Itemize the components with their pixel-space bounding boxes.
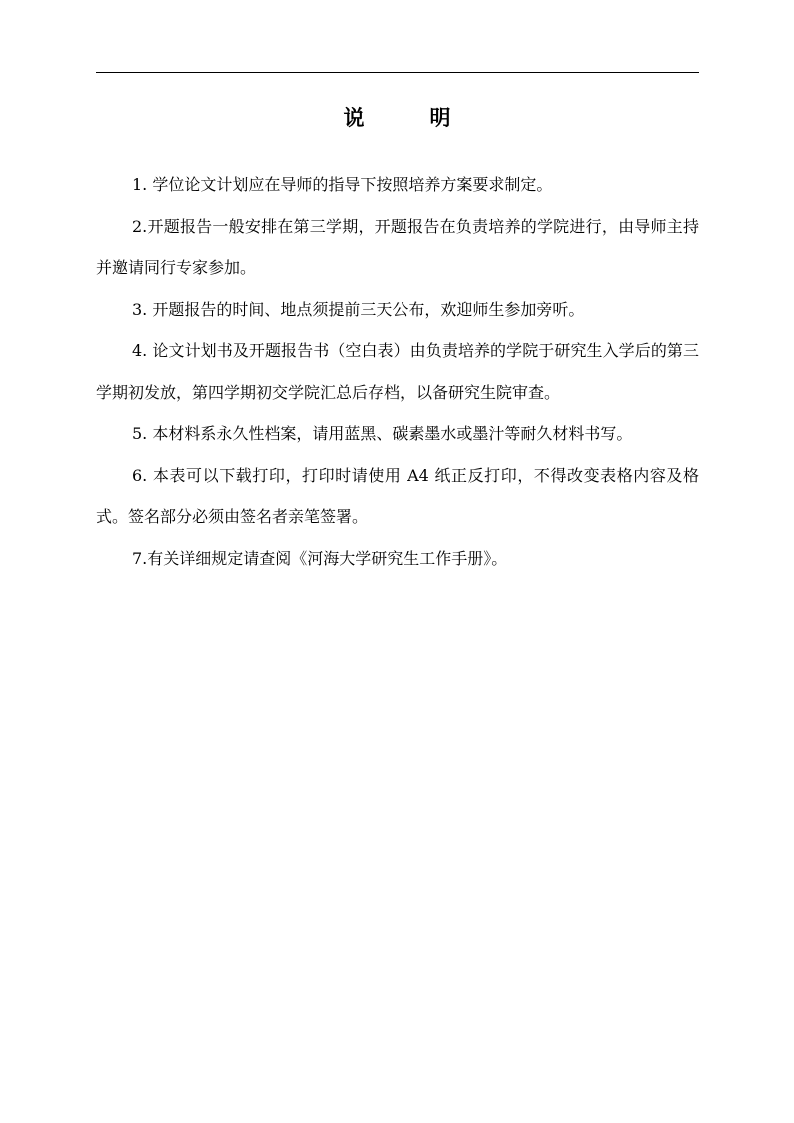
instruction-item-5: 5. 本材料系永久性档案，请用蓝黑、碳素墨水或墨汁等耐久材料书写。 bbox=[132, 424, 633, 443]
header-rule bbox=[96, 72, 699, 73]
instruction-item-1: 1. 学位论文计划应在导师的指导下按照培养方案要求制定。 bbox=[132, 175, 553, 194]
instruction-item-3: 3. 开题报告的时间、地点须提前三天公布，欢迎师生参加旁听。 bbox=[132, 299, 585, 319]
instruction-item-2: 2.开题报告一般安排在第三学期，开题报告在负责培养的学院进行，由导师主持并邀请同行专家参加。 bbox=[96, 216, 699, 277]
instruction-item-7: 7.有关详细规定请查阅《河海大学研究生工作手册》。 bbox=[132, 548, 508, 568]
page-title: 说 明 bbox=[343, 105, 473, 130]
instructions-list bbox=[96, 164, 699, 579]
instruction-item-6: 6. 本表可以下载打印，打印时请使用 A4 纸正反打印，不得改变表格内容及格式。签名部分必须由签名者亲笔签署。 bbox=[96, 465, 699, 526]
instruction-item-4: 4. 论文计划书及开题报告书（空白表）由负责培养的学院于研究生入学后的第三学期初发放，第四学期初交学院汇总后存档，以备研究生院审查。 bbox=[96, 341, 699, 402]
